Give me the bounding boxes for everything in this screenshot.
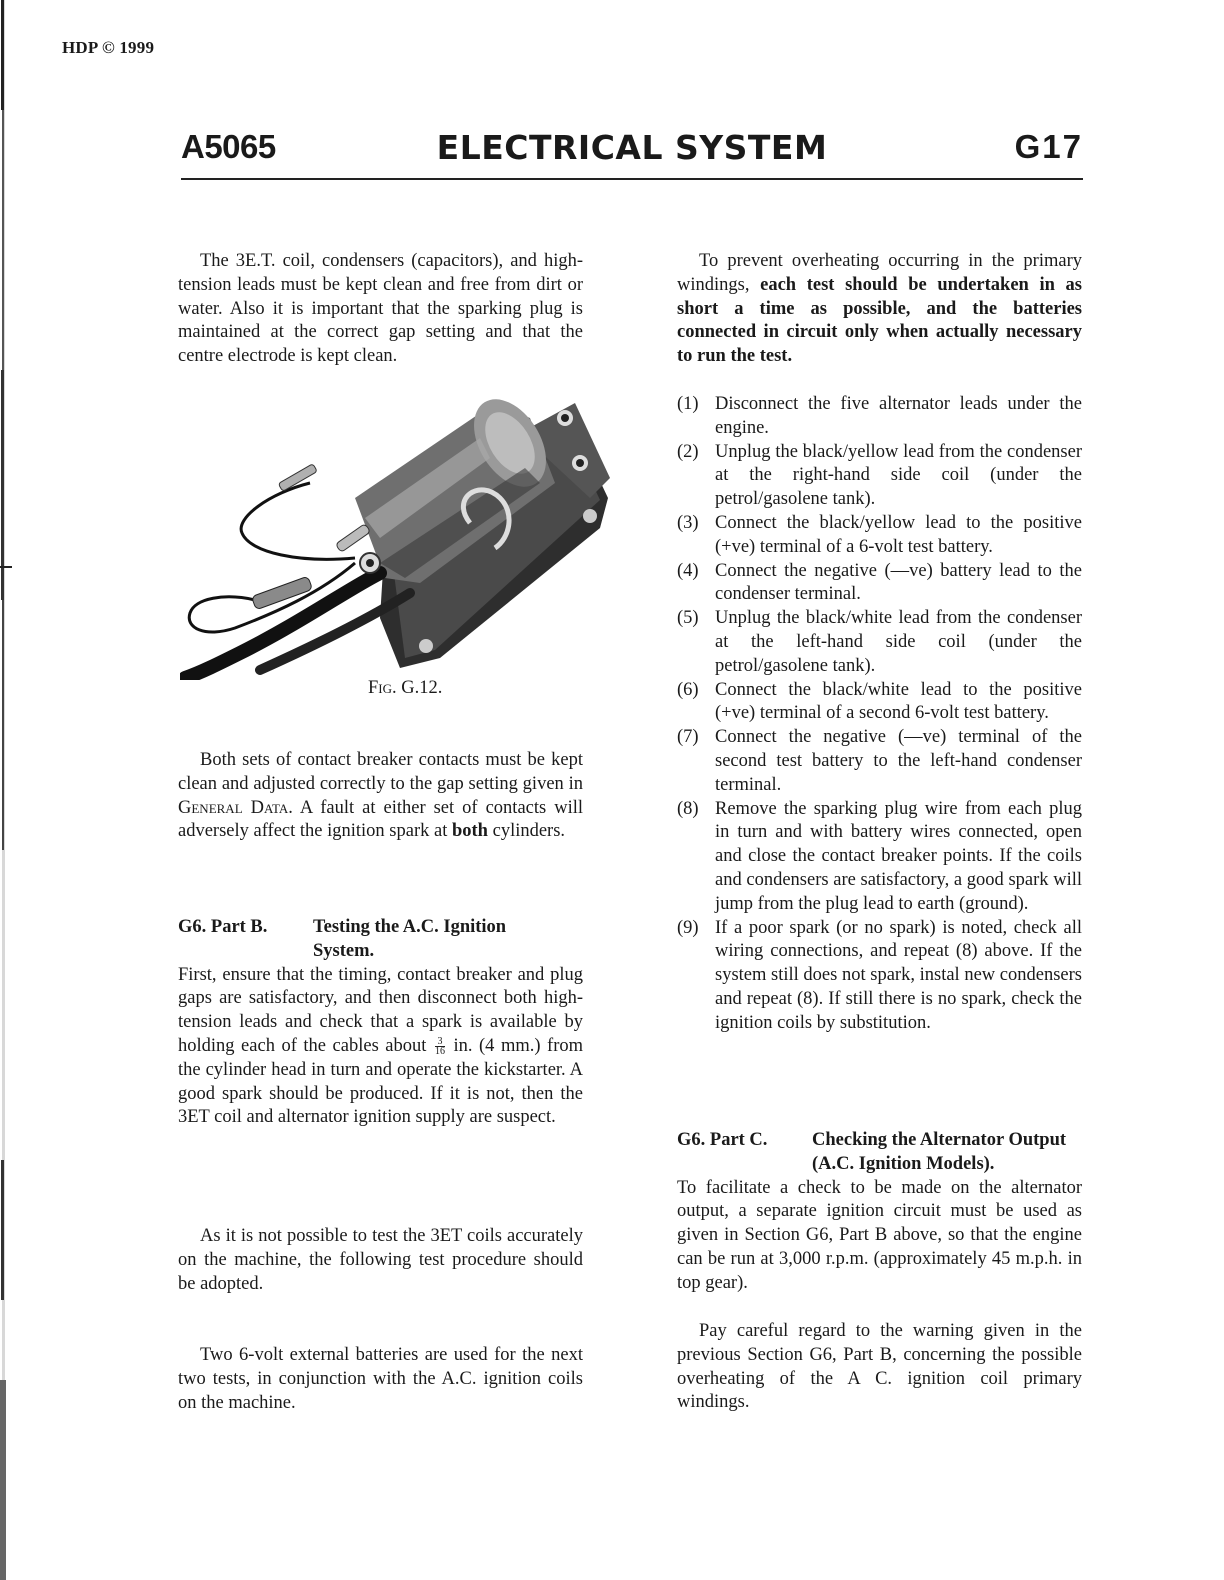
scan-edge-marks (0, 0, 14, 1580)
copyright-notice: HDP © 1999 (62, 38, 155, 57)
document-code: A5065 (181, 128, 276, 165)
test-step (677, 798, 1082, 917)
step-text: If a poor spark (or no spark) is noted, check all wiring connections, and repeat (8) above. If the system still does not spark, instal new condensers and repeat (8). If still there is no spark, check the ignition coils by substitution. (715, 917, 1082, 1033)
left-paragraph-5: Two 6-volt external batteries are used for the next two tests, in conjunction with the A.C. ignition coils on the machine. (178, 1345, 583, 1413)
step-number: (5) (677, 608, 699, 629)
step-text: Unplug the black/white lead from the condenser at the left-hand side coil (under the petrol/gasolene tank). (715, 608, 1082, 676)
section-heading-part-b: G6. Part B. Testing the A.C. Ignition System. (178, 917, 507, 961)
step-number: (3) (677, 512, 699, 533)
page-header (181, 128, 1083, 176)
step-number: (7) (677, 727, 699, 748)
step-number: (1) (677, 394, 699, 414)
right-paragraph-3: Pay careful regard to the warning given in the previous Section G6, Part B, concerning the possible overheating of the A C. ignition coil primary windings. (677, 1321, 1082, 1413)
step-number: (9) (677, 917, 699, 938)
test-step (677, 512, 1082, 560)
section-heading-part-c: G6. Part C. Checking the Alternator Output (A.C. Ignition Models). (677, 1130, 1067, 1174)
part-c-paragraph: To facilitate a check to be made on the alternator output, a separate ignition circuit must be used as given in Section G6, Part B above, so that the engine can be run at 3,000 r.p.m. (approximately 45 m.p.h. in top gear). (677, 1177, 1082, 1293)
page-title: ELECTRICAL SYSTEM (436, 128, 828, 167)
test-steps-list (677, 393, 1082, 1036)
figure-caption: Fig. G.12. (368, 678, 443, 698)
test-step (677, 679, 1082, 727)
step-text: Connect the negative (—ve) battery lead to the condenser terminal. (715, 560, 1082, 605)
step-text: Remove the sparking plug wire from each plug in turn and with battery wires connected, open and close the contact breaker points. If the coils and condensers are satisfactory, a good spark will jump from the plug lead to earth (ground). (715, 798, 1082, 914)
test-step (677, 726, 1082, 797)
header-rule (181, 178, 1083, 180)
step-text: Connect the black/yellow lead to the positive (+ve) terminal of a 6-volt test battery. (715, 512, 1082, 557)
step-number: (8) (677, 798, 699, 819)
fraction-three-sixteenths: $\frac{3}{16}$ (434, 1036, 445, 1058)
left-paragraph-2: Both sets of contact breaker contacts must be kept clean and adjusted correctly to the gap setting given in General Data. A fault at either set of contacts will adversely affect the ignition spark at both cylinders. (178, 750, 583, 842)
general-data-reference: General Data (178, 797, 289, 818)
step-number: (6) (677, 679, 699, 700)
section-g6-part-b (178, 916, 583, 1130)
test-steps (677, 393, 1082, 1036)
step-text: Connect the negative (—ve) terminal of the second test battery to the left-hand condenser terminal. (715, 727, 1082, 795)
left-paragraph-4: As it is not possible to test the 3ET coils accurately on the machine, the following test procedure should be adopted. (178, 1226, 583, 1294)
ignition-coil-figure (180, 388, 620, 680)
right-paragraph-1: To prevent overheating occurring in the primary windings, each test should be undertaken in as short a time as possible, and the batteries connected in circuit only when actually necessary to run the test. (677, 251, 1083, 367)
page-number: G17 (1014, 128, 1083, 165)
step-number: (4) (677, 560, 699, 581)
step-text: Disconnect the five alternator leads under the engine. (715, 394, 1082, 438)
test-step (677, 441, 1082, 512)
step-number: (2) (677, 441, 699, 462)
test-step (677, 560, 1082, 608)
part-b-paragraph: First, ensure that the timing, contact breaker and plug gaps are satisfactory, and then disconnect both high-tension leads and check that a spark is available by holding each of the cables about $\frac{3}{16}$ in. (4 mm.) from the cylinder head in turn and operate the kickstarter. A good spark should be produced. If it is not, then the 3ET coil and alternator ignition supply are suspect. (178, 964, 584, 1128)
section-g6-part-c (677, 1129, 1082, 1296)
test-step (677, 393, 1082, 441)
test-step (677, 917, 1082, 1036)
left-paragraph-1: The 3E.T. coil, condensers (capacitors), and high-tension leads must be kept clean and free from dirt or water. Also it is important that the sparking plug is maintained at the correct gap setting and that the centre electrode is kept clean. (178, 251, 583, 367)
test-step (677, 607, 1082, 678)
step-text: Connect the black/white lead to the positive (+ve) terminal of a second 6-volt test battery. (715, 679, 1082, 724)
step-text: Unplug the black/yellow lead from the condenser at the right-hand side coil (under the petrol/gasolene tank). (715, 441, 1082, 510)
